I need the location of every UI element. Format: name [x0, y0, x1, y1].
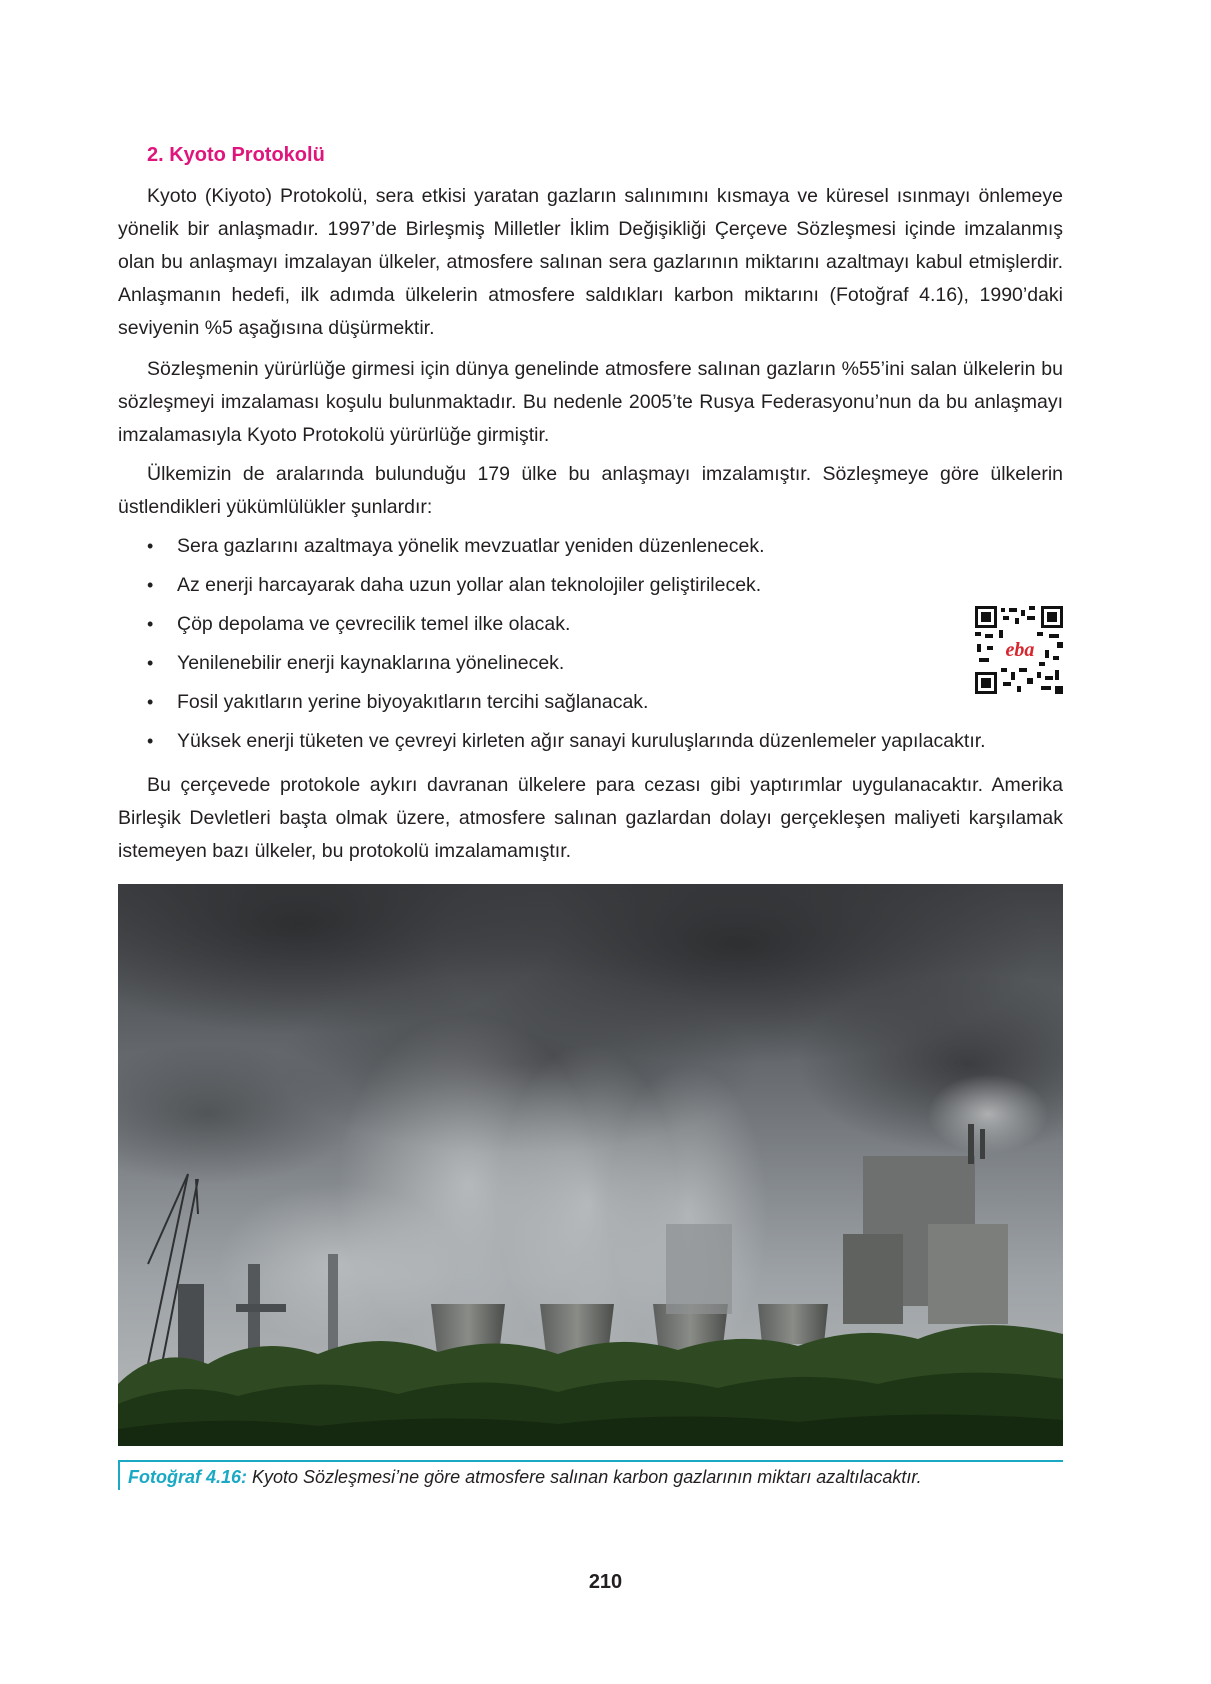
- eba-qr-code[interactable]: [975, 606, 1063, 694]
- paragraph-ratification: Sözleşmenin yürürlüğe girmesi için dünya genelinde atmosfere salınan gazların %55’ini salan ülkelerin bu sözleşmeyi imzalaması koşulu bulunmaktadır. Bu nedenle 2005’te Rusya Federasyonu’nun da bu anlaşmayı imzalamasıyla Kyoto Protokolü yürürlüğe girmiştir.: [118, 358, 1063, 446]
- photo-caption: [118, 1460, 1063, 1490]
- list-item-text: Çöp depolama ve çevrecilik temel ilke olacak.: [177, 613, 571, 635]
- list-item: [147, 686, 1047, 725]
- caption-text: Kyoto Sözleşmesi’ne göre atmosfere salınan karbon gazlarının miktarı azaltılacaktır.: [247, 1467, 922, 1487]
- paragraph-obligations-intro: Ülkemizin de aralarında bulunduğu 179 ülke bu anlaşmayı imzalamıştır. Sözleşmeye göre ülkelerin üstlendikleri yükümlülükler şunlardır:: [118, 463, 1063, 518]
- list-item-text: Fosil yakıtların yerine biyoyakıtların tercihi sağlanacak.: [177, 691, 649, 713]
- bullet-dot: •: [147, 536, 154, 556]
- paragraph-intro: Kyoto (Kiyoto) Protokolü, sera etkisi yaratan gazların salınımını kısmaya ve küresel ısınmayı önlemeye yönelik bir anlaşmadır. 1997’de Birleşmiş Milletler İklim Değişikliği Çerçeve Sözleşmesi içinde imzalanmış olan bu anlaşmayı imzalayan ülkeler, atmosfere salınan sera gazlarının miktarını azaltmayı kabul etmişlerdir. Anlaşmanın hedefi, ilk adımda ülkelerin atmosfere saldıkları karbon miktarını (Fotoğraf 4.16), 1990’daki seviyenin %5 aşağısına düşürmektir.: [118, 185, 1063, 339]
- list-item: [147, 608, 1047, 647]
- section-heading: 2. Kyoto Protokolü: [147, 144, 325, 166]
- list-item: [147, 569, 1047, 608]
- qr-logo-text: eba: [1005, 639, 1035, 661]
- industrial-pollution-photo: [118, 884, 1063, 1446]
- bullet-dot: •: [147, 653, 154, 673]
- list-item-text: Yenilenebilir enerji kaynaklarına yönelinecek.: [177, 652, 565, 674]
- list-item: [147, 647, 1047, 686]
- list-item: [147, 725, 1047, 764]
- list-item-text: Az enerji harcayarak daha uzun yollar alan teknolojiler geliştirilecek.: [177, 574, 762, 596]
- caption-label: Fotoğraf 4.16:: [128, 1467, 248, 1487]
- list-item-text: Sera gazlarını azaltmaya yönelik mevzuatlar yeniden düzenlenecek.: [177, 535, 765, 557]
- page-number: 210: [588, 1571, 623, 1593]
- list-item: [147, 530, 1047, 569]
- list-item-text: Yüksek enerji tüketen ve çevreyi kirleten ağır sanayi kuruluşlarında düzenlemeler yapılacaktır.: [177, 730, 986, 752]
- bullet-dot: •: [147, 692, 154, 712]
- bullet-dot: •: [147, 614, 154, 634]
- paragraph-sanctions: Bu çerçevede protokole aykırı davranan ülkelere para cezası gibi yaptırımlar uygulanacaktır. Amerika Birleşik Devletleri başta olmak üzere, atmosfere salınan gazlardan dolayı gerçekleşen maliyeti karşılamak istemeyen bazı ülkeler, bu protokolü imzalamamıştır.: [118, 774, 1063, 862]
- obligations-list: [147, 530, 1047, 764]
- bullet-dot: •: [147, 575, 154, 595]
- bullet-dot: •: [147, 731, 154, 751]
